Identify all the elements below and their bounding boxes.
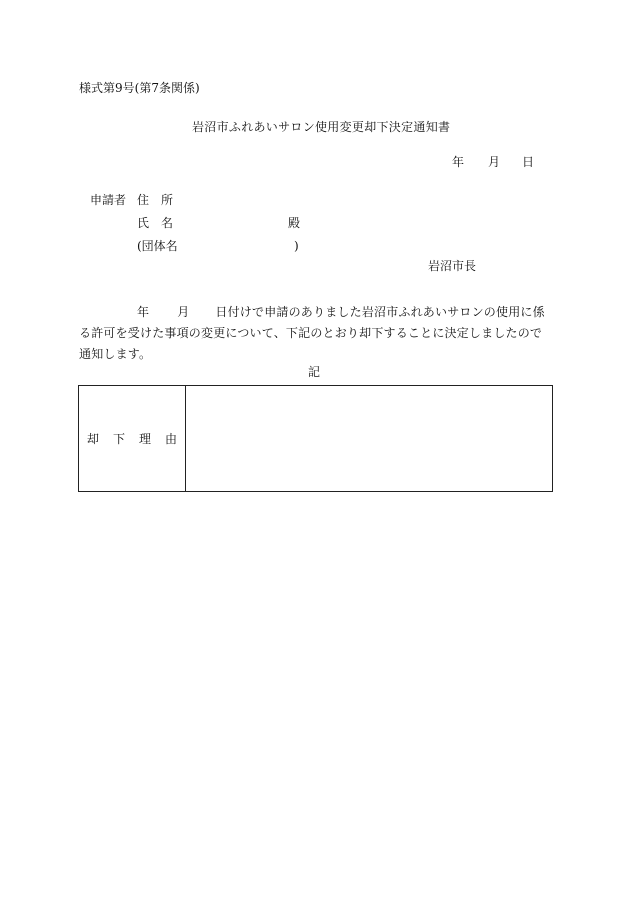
- body-month-label: 月: [177, 305, 190, 319]
- reason-table: [78, 385, 553, 492]
- issuer-label: 岩沼市長: [428, 259, 477, 273]
- date-month-label: 月: [488, 155, 501, 169]
- reason-label-cell: [79, 386, 191, 492]
- date-year-label: 年: [452, 155, 465, 169]
- body-year-label: 年: [137, 305, 150, 319]
- notice-body: [79, 302, 549, 365]
- body-text: 日付けで申請のありました岩沼市ふれあいサロンの使用に係る許可を受けた事項の変更について、下記のとおり却下することに決定しましたので通知します。: [79, 305, 545, 361]
- reason-label: 却下理由: [86, 432, 191, 446]
- reason-value-cell[interactable]: [186, 386, 553, 492]
- date-day-label: 日: [522, 155, 535, 169]
- applicant-label: 申請者: [90, 193, 127, 207]
- name-label: 氏 名: [137, 216, 174, 230]
- group-name-open: (団体名: [137, 239, 178, 253]
- address-label: 住 所: [137, 193, 174, 207]
- document-title: 岩沼市ふれあいサロン使用変更却下決定通知書: [192, 120, 451, 134]
- honorific-label: 殿: [288, 216, 301, 230]
- form-number: 様式第9号(第7条関係): [79, 81, 200, 95]
- record-label: 記: [308, 365, 321, 379]
- group-name-close: ): [294, 239, 299, 253]
